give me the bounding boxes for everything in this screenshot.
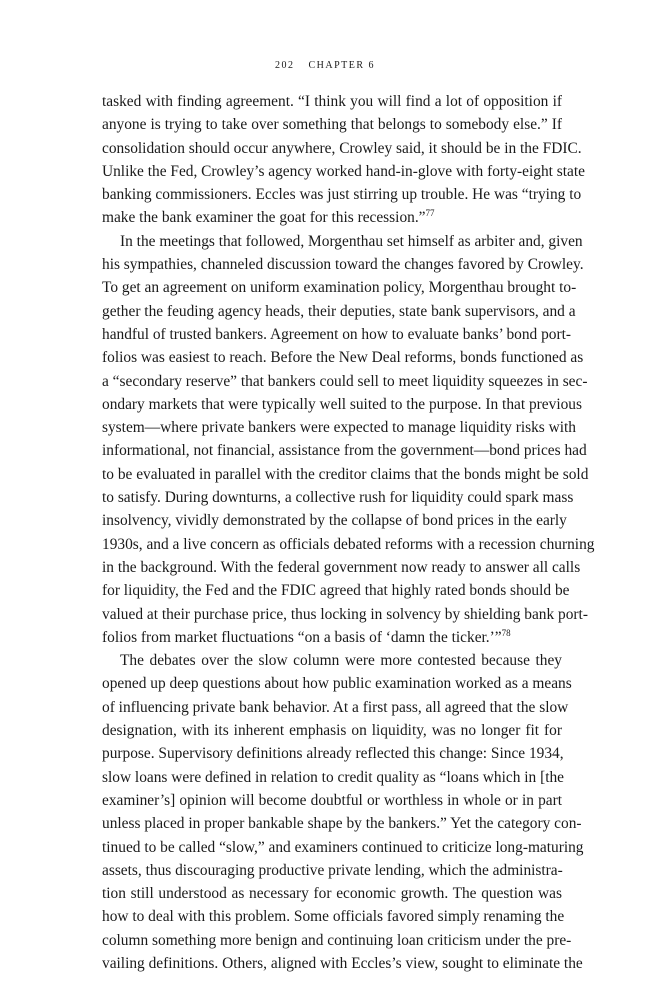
running-head: [0, 60, 650, 71]
text-line: in the background. With the federal government now ready to answer all calls: [102, 558, 581, 576]
text-line: tinued to be called “slow,” and examiners continued to criticize long-maturing: [102, 838, 584, 856]
text-line: In the meetings that followed, Morgenthau set himself as arbiter and, given: [120, 232, 583, 250]
text-line: consolidation should occur anywhere, Crowley said, it should be in the FDIC.: [102, 139, 582, 157]
text-line: for liquidity, the Fed and the FDIC agreed that highly rated bonds should be: [102, 582, 570, 600]
text-line: how to deal with this problem. Some officials favored simply renaming the: [102, 908, 565, 926]
text-line: purpose. Supervisory definitions already reflected this change: Since 1934,: [102, 745, 564, 763]
text-line: gether the feuding agency heads, their deputies, state bank supervisors, and a: [102, 302, 576, 320]
text-line: slow loans were defined in relation to credit quality as “loans which in [the: [102, 768, 565, 786]
paragraph: [102, 230, 595, 649]
text-line: to satisfy. During downturns, a collective rush for liquidity could spark mass: [102, 489, 574, 507]
chapter-label: CHAPTER 6: [308, 60, 376, 71]
page-number: 202: [274, 60, 295, 71]
text-line: his sympathies, channeled discussion toward the changes favored by Crowley.: [102, 256, 584, 274]
text-line: make the bank examiner the goat for this recession.”$^{77}$: [102, 208, 435, 227]
text-line: informational, not financial, assistance from the government—bond prices had: [102, 442, 587, 460]
text-line: The debates over the slow column were more contested because they: [120, 652, 562, 670]
text-line: ondary markets that were typically well suited to the purpose. In that previous: [102, 395, 582, 413]
text-line: column something more benign and continuing loan criticism under the pre-: [102, 931, 572, 949]
text-line: handful of trusted bankers. Agreement on how to evaluate banks’ bond port-: [102, 325, 571, 343]
text-line: examiner’s] opinion will become doubtful or worthless in whole or in part: [102, 791, 562, 809]
text-line: banking commissioners. Eccles was just stirring up trouble. He was “trying to: [102, 186, 582, 204]
text-line: unless placed in proper bankable shape by the bankers.” Yet the category con-: [102, 815, 582, 833]
text-line: 1930s, and a live concern as officials debated reforms with a recession churning: [102, 535, 595, 553]
text-line: vailing definitions. Others, aligned with Eccles’s view, sought to eliminate the: [102, 954, 583, 972]
text-line: valued at their purchase price, thus locking in solvency by shielding bank port-: [102, 605, 588, 623]
text-line: assets, thus discouraging productive private lending, which the administra-: [102, 861, 563, 879]
text-line: tion still understood as necessary for economic growth. The question was: [102, 885, 562, 903]
text-line: a “secondary reserve” that bankers could sell to meet liquidity squeezes in sec-: [102, 372, 588, 390]
text-line: anyone is trying to take over something that belongs to somebody else.” If: [102, 116, 562, 134]
footnote-marker: 78: [501, 627, 511, 638]
text-line: designation, with its inherent emphasis on liquidity, was no longer fit for: [102, 722, 562, 740]
footnote-marker: 77: [425, 208, 435, 219]
text-line: system—where private bankers were expected to manage liquidity risks with: [102, 419, 576, 437]
text-line: folios was easiest to reach. Before the New Deal reforms, bonds functioned as: [102, 349, 584, 367]
text-line: opened up deep questions about how public examination worked as a means: [102, 675, 572, 693]
text-line: to be evaluated in parallel with the creditor claims that the bonds might be sold: [102, 465, 589, 483]
body-text: [102, 90, 595, 975]
text-line: of influencing private bank behavior. At a first pass, all agreed that the slow: [102, 698, 569, 716]
text-line: folios from market fluctuations “on a basis of ‘damn the ticker.’”$^{78}$: [102, 627, 511, 646]
text-line: insolvency, vividly demonstrated by the collapse of bond prices in the early: [102, 512, 567, 530]
text-line: tasked with finding agreement. “I think you will find a lot of opposition if: [102, 93, 562, 110]
text-line: To get an agreement on uniform examination policy, Morgenthau brought to-: [102, 279, 577, 297]
text-line: Unlike the Fed, Crowley’s agency worked hand-in-glove with forty-eight state: [102, 162, 585, 180]
paragraph: [102, 90, 585, 230]
paragraph: [102, 649, 584, 975]
